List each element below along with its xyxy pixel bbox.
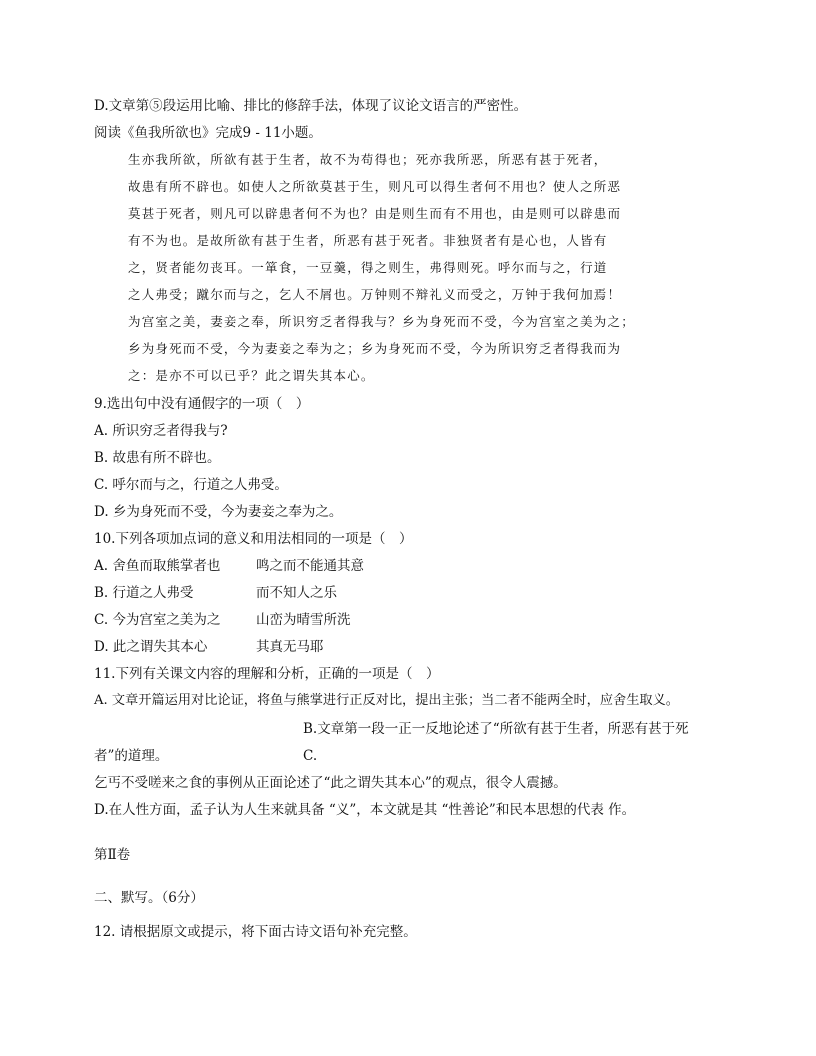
passage-line: 生亦我所欲，所欲有甚于生者，故不为苟得也；死亦我所恶，所恶有甚于死者， xyxy=(128,152,608,167)
q9-option-c: C. 呼尔而与之，行道之人弗受。 xyxy=(94,477,288,493)
q10-option-a xyxy=(94,556,494,576)
q10-option-b xyxy=(94,583,494,603)
q11-option-d: D.在人性方面，孟子认为人生来就具备 “义”，本文就是其 “性善论”和民本思想的代表 作。 xyxy=(94,802,636,818)
passage-line: 故患有所不辟也。如使人之所欲莫甚于生，则凡可以得生者何不用也？使人之所恶 xyxy=(128,179,622,194)
q9-option-b: B. 故患有所不辟也。 xyxy=(94,450,221,466)
q10-option-b-left: B. 行道之人弗受 xyxy=(94,585,194,601)
passage-line: 之，贤者能勿丧耳。一箪食，一豆羹，得之则生，弗得则死。呼尔而与之，行道 xyxy=(128,260,608,275)
passage-line: 有不为也。是故所欲有甚于生者，所恶有甚于死者。非独贤者有是心也，人皆有 xyxy=(128,233,608,248)
passage-line: 为宫室之美，妻妾之奉，所识穷乏者得我与？乡为身死而不受，今为宫室之美为之； xyxy=(128,314,635,329)
q9-option-d: D. 乡为身死而不受，今为妻妾之奉为之。 xyxy=(94,504,343,520)
section-title: 第Ⅱ卷 xyxy=(94,847,131,863)
q10-option-c-right: 山峦为晴雪所洗 xyxy=(256,612,351,628)
q10-option-b-right: 而不知人之乐 xyxy=(256,585,337,601)
q10-option-d xyxy=(94,637,494,657)
q9-stem: 9.选出句中没有通假字的一项（ ） xyxy=(94,396,310,412)
passage-line: 之：是亦不可以已乎？此之谓失其本心。 xyxy=(128,368,375,383)
q11-stem: 11.下列有关课文内容的理解和分析，正确的一项是（ ） xyxy=(94,666,440,682)
q10-option-d-left: D. 此之谓失其本心 xyxy=(94,639,208,655)
q10-option-c xyxy=(94,610,494,630)
reading-instruction: 阅读《鱼我所欲也》完成9 - 11小题。 xyxy=(94,125,322,141)
q11-option-b-part1: B.文章第一段一正一反地论述了“所欲有甚于生者，所恶有甚于死 xyxy=(303,721,689,737)
q11-option-c-text: 乞丐不受嗟来之食的事例从正面论述了“此之谓失其本心”的观点，很令人震撼。 xyxy=(94,775,567,791)
part-two-title: 二、默写。（6分） xyxy=(94,890,204,906)
passage-line: 乡为身死而不受，今为妻妾之奉为之；乡为身死而不受，今为所识穷乏者得我而为 xyxy=(128,341,622,356)
q9-option-a: A. 所识穷乏者得我与? xyxy=(94,423,228,439)
q10-option-a-right: 鸣之而不能通其意 xyxy=(256,558,364,574)
q11-option-a: A. 文章开篇运用对比论证，将鱼与熊掌进行正反对比，提出主张；当二者不能两全时，应舍生取义。 xyxy=(94,693,679,708)
q10-option-c-left: C. 今为宫室之美为之 xyxy=(94,612,221,628)
q11-option-c-label: C. xyxy=(303,748,318,764)
passage-line: 莫甚于死者，则凡可以辟患者何不为也？由是则生而有不用也，由是则可以辟患而 xyxy=(128,206,622,221)
passage-line: 之人弗受；蹴尔而与之，乞人不屑也。万钟则不辩礼义而受之，万钟于我何加焉！ xyxy=(128,287,622,302)
q8-option-d: D.文章第⑤段运用比喻、排比的修辞手法，体现了议论文语言的严密性。 xyxy=(94,98,528,114)
q10-option-d-right: 其真无马耶 xyxy=(256,639,324,655)
q10-option-a-left: A. 舍鱼而取熊掌者也 xyxy=(94,558,221,574)
q10-stem: 10.下列各项加点词的意义和用法相同的一项是（ ） xyxy=(94,531,413,547)
q11-option-b-part2: 者”的道理。 xyxy=(94,748,169,764)
q12-stem: 12. 请根据原文或提示，将下面古诗文语句补充完整。 xyxy=(94,924,417,940)
